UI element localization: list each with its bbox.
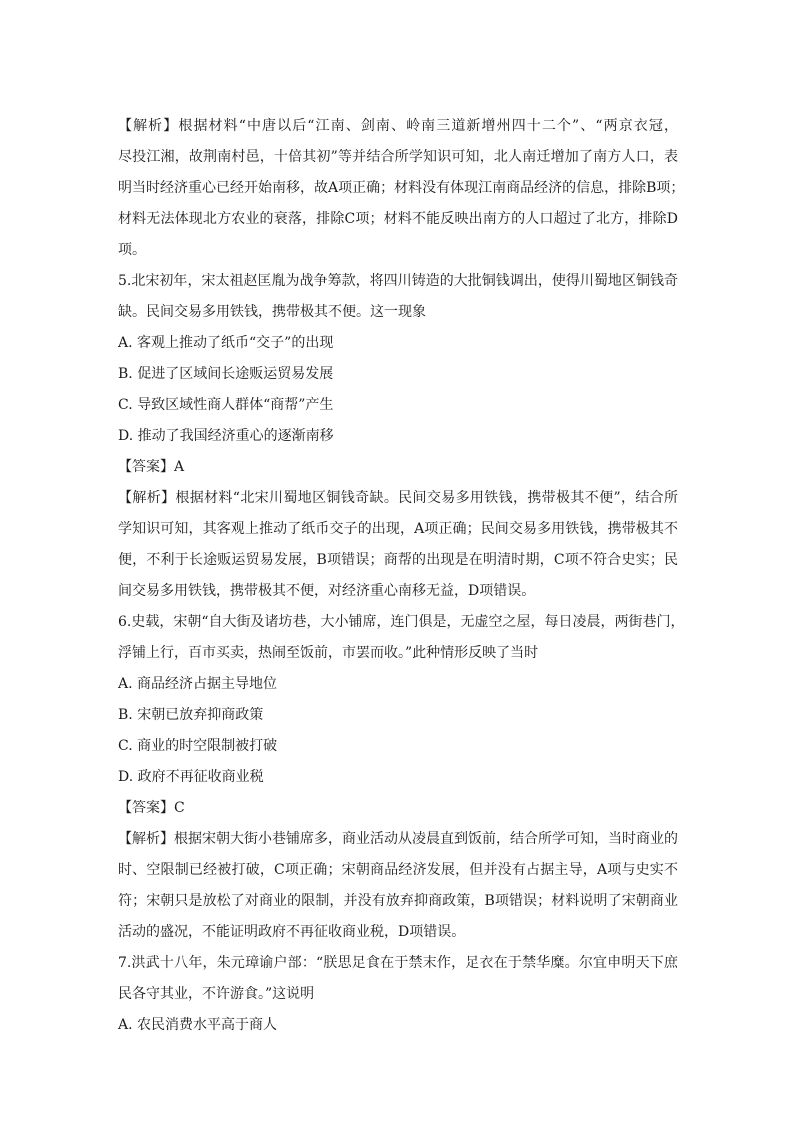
text-line: 5.北宋初年，宋太祖赵匡胤为战争筹款，将四川铸造的大批铜钱调出，使得川蜀地区铜钱奇: [118, 273, 678, 289]
text-line: C. 商业的时空限制被打破: [118, 738, 278, 754]
text-line: 活动的盛况，不能证明政府不再征收商业税，D项错误。: [118, 924, 466, 940]
text-line: 【答案】C: [118, 800, 185, 816]
text-line: 【解析】根据宋朝大街小巷铺席多，商业活动从凌晨直到饭前，结合所学可知，当时商业的: [118, 831, 678, 847]
text-line: 6.史载，宋朝“自大街及诸坊巷，大小铺席，连门俱是，无虚空之屋，每日凌晨，两街巷门，: [118, 614, 685, 630]
text-line: 浮铺上行，百市买卖，热闹至饭前，市罢而收。”此种情形反映了当时: [118, 645, 539, 661]
text-line: A. 客观上推动了纸币“交子”的出现: [118, 335, 334, 351]
text-line: 【解析】根据材料“北宋川蜀地区铜钱奇缺。民间交易多用铁钱，携带极其不便”，结合所: [118, 490, 678, 506]
text-line: A. 商品经济占据主导地位: [118, 676, 278, 692]
text-line: 【解析】根据材料“中唐以后“江南、剑南、岭南三道新增州四十二个”、“两京衣冠，: [118, 118, 678, 134]
text-line: 学知识可知，其客观上推动了纸币交子的出现，A项正确；民间交易多用铁钱，携带极其不: [118, 521, 678, 537]
text-line: 【答案】A: [118, 459, 185, 475]
text-line: 间交易多用铁钱，携带极其不便，对经济重心南移无益，D项错误。: [118, 583, 536, 599]
text-line: 便，不利于长途贩运贸易发展，B项错误；商帮的出现是在明清时期，C项不符合史实；民: [118, 552, 678, 568]
text-line: A. 农民消费水平高于商人: [118, 1017, 278, 1033]
text-line: 明当时经济重心已经开始南移，故A项正确；材料没有体现江南商品经济的信息，排除B项；: [118, 180, 685, 196]
text-line: 7.洪武十八年，朱元璋谕户部：“朕思足食在于禁末作，足衣在于禁华糜。尔宜申明天下庶: [118, 955, 678, 971]
text-line: D. 推动了我国经济重心的逐渐南移: [118, 428, 334, 444]
text-line: 民各守其业，不许游食。”这说明: [118, 986, 315, 1002]
text-line: B. 宋朝已放弃抑商政策: [118, 707, 264, 723]
text-line: C. 导致区域性商人群体“商帮”产生: [118, 397, 334, 413]
text-line: 材料无法体现北方农业的衰落，排除C项；材料不能反映出南方的人口超过了北方，排除D: [118, 211, 678, 227]
text-line: 符；宋朝只是放松了对商业的限制，并没有放弃抑商政策，B项错误；材料说明了宋朝商业: [118, 893, 678, 909]
text-line: 尽投江湘，故荆南村邑，十倍其初”等并结合所学知识可知，北人南迁增加了南方人口，表: [118, 149, 678, 165]
text-line: 缺。民间交易多用铁钱，携带极其不便。这一现象: [118, 304, 426, 320]
text-line: B. 促进了区域间长途贩运贸易发展: [118, 366, 334, 382]
text-line: D. 政府不再征收商业税: [118, 769, 264, 785]
text-line: 项。: [118, 242, 146, 258]
text-line: 时、空限制已经被打破，C项正确；宋朝商品经济发展，但并没有占据主导，A项与史实不: [118, 862, 678, 878]
